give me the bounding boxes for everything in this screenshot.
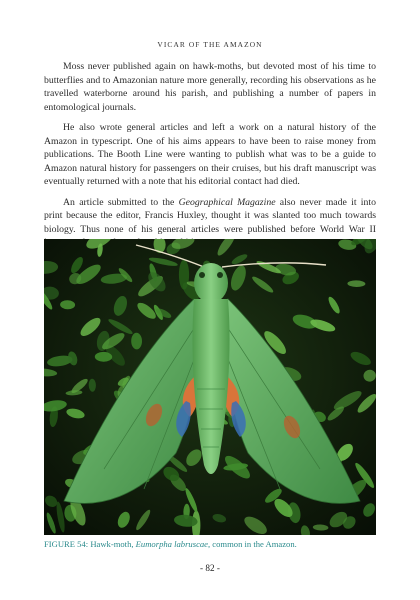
caption-rest: , common in the Amazon. — [208, 539, 297, 549]
paragraph-2: He also wrote general articles and left a work on a natural history of the Amazon in typescript. One of his aims appears to have been to raise money from publications. The Booth Line were wanting to publish what was to be a guide to Amazon natural history for passengers on their cruises, but his draft manuscript was eventually returned with a note that his editorial contact had died. — [44, 121, 376, 188]
body-text — [44, 60, 376, 257]
caption-label: FIGURE 54: Hawk-moth, — [44, 539, 136, 549]
magazine-title: Geographical Magazine — [178, 196, 276, 208]
caption-species: Eumorpha labruscae — [135, 539, 208, 549]
page-number: - 82 - — [200, 563, 220, 573]
paragraph-3-end: also never made it into print because the editor, Francis Huxley, thought it was slanted too much towards biology. Thus none of his general articles were published before World War II — [44, 196, 376, 235]
paragraph-3-start: An article submitted to the — [63, 196, 179, 208]
moth-photograph — [44, 239, 376, 535]
paragraph-1: Moss never published again on hawk-moths, but devoted most of his time to butterflies and to Amazonian nature more generally, recording his observations as he travelled waterborne around his parish, and publishing a number of papers in entomological journals. — [44, 61, 376, 113]
figure-caption — [44, 539, 384, 549]
running-head: VICAR OF THE AMAZON — [157, 40, 263, 49]
